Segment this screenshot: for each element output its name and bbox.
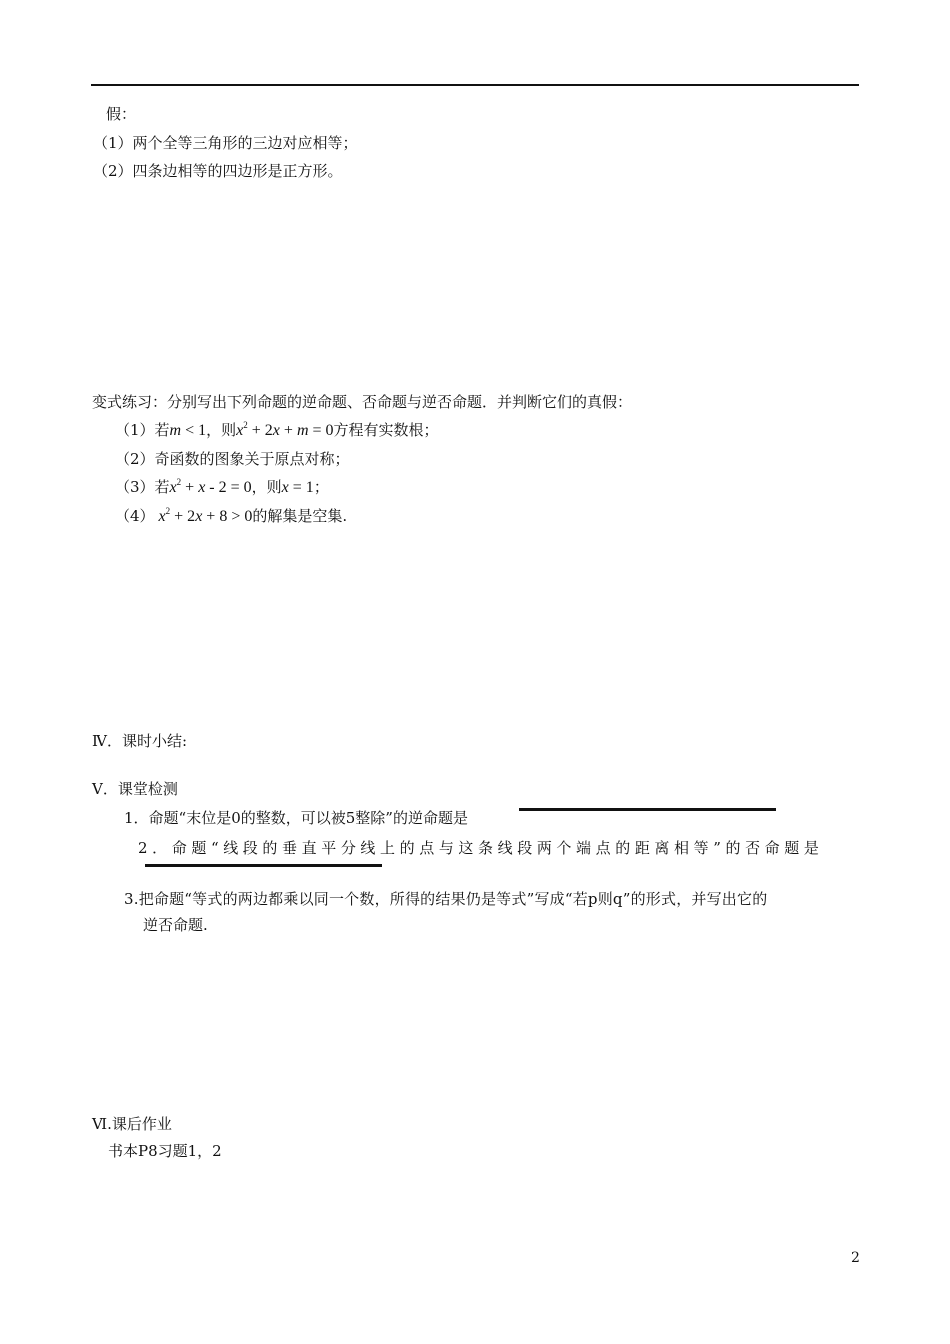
item-suffix: ； bbox=[313, 478, 329, 496]
list-item: （2）四条边相等的四边形是正方形。 bbox=[93, 162, 343, 180]
math-expression: $x^2 + 2x + 8 > 0$ bbox=[158, 506, 253, 525]
item-suffix: 的解集是空集. bbox=[252, 507, 348, 525]
check-question-2: 2．命题“线段的垂直平分线上的点与这条线段两个端点的距离相等”的否命题是 bbox=[138, 839, 824, 857]
answer-blank-1 bbox=[519, 808, 776, 811]
continuation-text: 假： bbox=[106, 105, 137, 123]
answer-blank-2 bbox=[145, 864, 382, 867]
math-expression: m < 1 bbox=[169, 422, 207, 439]
variant-heading: 变式练习：分别写出下列命题的逆命题、否命题与逆否命题．并判断它们的真假： bbox=[92, 393, 633, 411]
item-prefix: （1）若 bbox=[115, 421, 170, 439]
variant-item-1 bbox=[115, 420, 439, 441]
item-connector: ，则 bbox=[251, 478, 282, 496]
homework-text: 书本P8习题1，2 bbox=[108, 1142, 222, 1160]
summary-heading: Ⅳ．课时小结: bbox=[92, 732, 188, 750]
variant-item-4 bbox=[115, 506, 347, 527]
homework-heading: Ⅵ.课后作业 bbox=[92, 1115, 172, 1133]
item-prefix: （4） bbox=[115, 507, 155, 525]
math-expression: x = 1 bbox=[281, 479, 314, 496]
header-rule bbox=[91, 84, 859, 86]
variant-item-2: （2）奇函数的图象关于原点对称； bbox=[115, 450, 350, 468]
list-item: （1）两个全等三角形的三边对应相等； bbox=[93, 134, 358, 152]
math-expression: $x^2 + x - 2 = 0$ bbox=[169, 477, 252, 496]
item-suffix: 方程有实数根； bbox=[333, 421, 439, 439]
page-number: 2 bbox=[851, 1250, 860, 1266]
check-heading: Ⅴ．课堂检测 bbox=[92, 780, 178, 798]
check-question-1: 1．命题“末位是0的整数，可以被5整除”的逆命题是 bbox=[124, 809, 468, 827]
check-question-3: 3.把命题“等式的两边都乘以同一个数，所得的结果仍是等式”写成“若p则q”的形式，并写出它的 bbox=[124, 890, 768, 908]
math-expression: $x^2 + 2x + m = 0$ bbox=[236, 420, 334, 439]
variant-item-3 bbox=[115, 477, 329, 498]
check-question-3-continued: 逆否命题. bbox=[143, 916, 208, 934]
item-connector: ，则 bbox=[206, 421, 237, 439]
item-prefix: （3）若 bbox=[115, 478, 170, 496]
